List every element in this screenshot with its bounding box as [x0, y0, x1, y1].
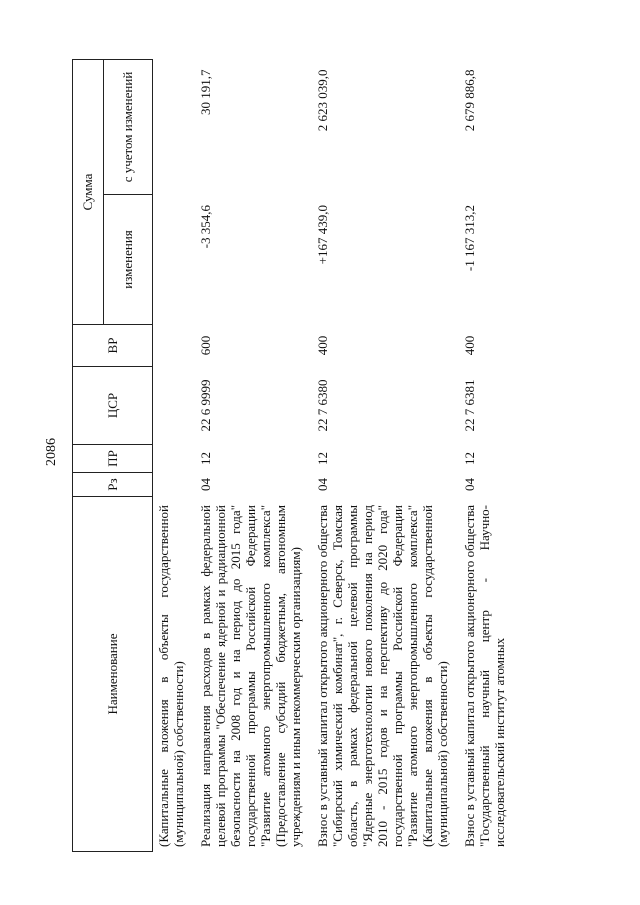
row-rz — [153, 473, 193, 497]
row-pr — [153, 445, 193, 473]
row-vr — [153, 325, 193, 367]
row-name: Взнос в уставный капитал открытого акционерного общества "Государственный научный центр - Научно-исследовательский институт атомных — [462, 505, 507, 847]
row-csr: 22 7 6380 — [315, 379, 330, 432]
header-vr: ВР — [73, 325, 153, 367]
header-csr: ЦСР — [73, 367, 153, 445]
rotated-page — [72, 60, 592, 852]
row-with-changes: 2 679 886,8 — [462, 69, 477, 132]
page-number: 2086 — [44, 438, 59, 466]
row-pr: 12 — [462, 452, 477, 465]
row-pr: 12 — [198, 452, 213, 465]
row-rz: 04 — [462, 478, 477, 491]
table-row — [456, 60, 513, 852]
header-rz: Рз — [73, 473, 153, 497]
header-with-changes: с учетом изменений — [104, 60, 153, 195]
row-changes: +167 439,0 — [315, 205, 330, 265]
header-pr: ПР — [73, 445, 153, 473]
table-row — [192, 60, 309, 852]
row-with-changes: 30 191,7 — [198, 69, 213, 115]
row-name: Взнос в уставный капитал открытого акционерного общества "Сибирский химический комбинат", г. Северск, Томская область, в рамках федеральной целевой программы "Ядерные энерготехнологии нового поколения на период 2010 - 2015 годов и на перспективу до 2020 года" государственной программы Российской Федерации "Развитие атомного энергопромышленного комплекса" (Капитальные вложения в объекты государственной (муниципальной) собственности) — [315, 505, 450, 847]
table-row — [153, 60, 193, 852]
row-pr: 12 — [315, 452, 330, 465]
row-rz: 04 — [198, 478, 213, 491]
row-csr: 22 6 9999 — [198, 379, 213, 432]
row-changes: -1 167 313,2 — [462, 205, 477, 272]
header-sum: Сумма — [73, 60, 104, 325]
table-row — [309, 60, 456, 852]
row-name: Реализация направления расходов в рамках федеральной целевой программы "Обеспечение ядерной и радиационной безопасности на 2008 год и на период до 2015 года" государственной программы Российской Федерации "Развитие атомного энергопромышленного комплекса" (Предоставление субсидий бюджетным, автономным учреждениям и иным некоммерческим организациям) — [198, 505, 303, 847]
row-name: (Капитальные вложения в объекты государственной (муниципальной) собственности) — [156, 505, 186, 847]
row-rz: 04 — [315, 478, 330, 491]
header-name: Наименование — [73, 497, 153, 852]
row-vr: 400 — [462, 335, 477, 356]
row-with-changes — [153, 60, 193, 195]
row-csr: 22 7 6381 — [462, 379, 477, 432]
row-csr — [153, 367, 193, 445]
row-vr: 600 — [198, 335, 213, 356]
header-changes: изменения — [104, 195, 153, 325]
budget-table — [72, 59, 513, 852]
row-vr: 400 — [315, 335, 330, 356]
row-with-changes: 2 623 039,0 — [315, 69, 330, 132]
row-changes: -3 354,6 — [198, 205, 213, 249]
row-changes — [153, 195, 193, 325]
